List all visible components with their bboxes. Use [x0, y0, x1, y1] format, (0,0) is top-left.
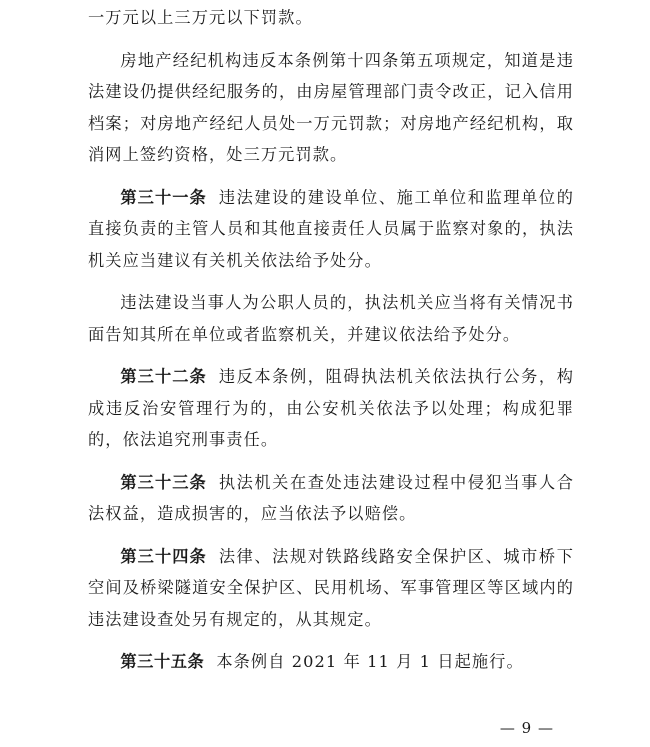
article-heading: 第三十三条	[120, 472, 207, 492]
paragraph-text: 一万元以上三万元以下罚款。	[88, 8, 313, 27]
article-31	[88, 182, 574, 277]
paragraph-text: 执法机关在查处违法建设过程中侵犯当事人合法权益，造成损害的，应当依法予以赔偿。	[88, 472, 574, 523]
paragraph	[88, 45, 574, 171]
paragraph-text: 违法建设当事人为公职人员的，执法机关应当将有关情况书面告知其所在单位或者监察机关，并建议依法给予处分。	[88, 293, 574, 344]
paragraph-text: 违反本条例，阻碍执法机关依法执行公务，构成违反治安管理行为的，由公安机关依法予以处理；构成犯罪的，依法追究刑事责任。	[88, 367, 574, 449]
page-number-text: — 9 —	[499, 719, 554, 737]
paragraph-text: 违法建设的建设单位、施工单位和监理单位的直接负责的主管人员和其他直接责任人员属于监察对象的，执法机关应当建议有关机关依法给予处分。	[88, 187, 574, 270]
paragraph-text: 房地产经纪机构违反本条例第十四条第五项规定，知道是违法建设仍提供经纪服务的，由房屋管理部门责令改正，记入信用档案；对房地产经纪人员处一万元罚款；对房地产经纪机构，取消网上签约资格，处三万元罚款。	[88, 50, 574, 164]
document-body	[88, 2, 574, 689]
article-35	[88, 646, 574, 678]
article-34	[88, 541, 574, 636]
paragraph	[88, 2, 574, 34]
paragraph-text: 本条例自 2021 年 11 月 1 日起施行。	[216, 652, 524, 671]
paragraph-text: 法律、法规对铁路线路安全保护区、城市桥下空间及桥梁隧道安全保护区、民用机场、军事管理区等区域内的违法建设查处另有规定的，从其规定。	[88, 546, 574, 629]
article-heading: 第三十五条	[120, 652, 205, 671]
article-heading: 第三十二条	[120, 367, 207, 386]
article-heading: 第三十四条	[120, 546, 207, 566]
article-33	[88, 467, 574, 530]
page-number	[0, 719, 650, 737]
paragraph	[88, 287, 574, 350]
article-heading: 第三十一条	[120, 187, 207, 207]
article-32	[88, 361, 574, 456]
